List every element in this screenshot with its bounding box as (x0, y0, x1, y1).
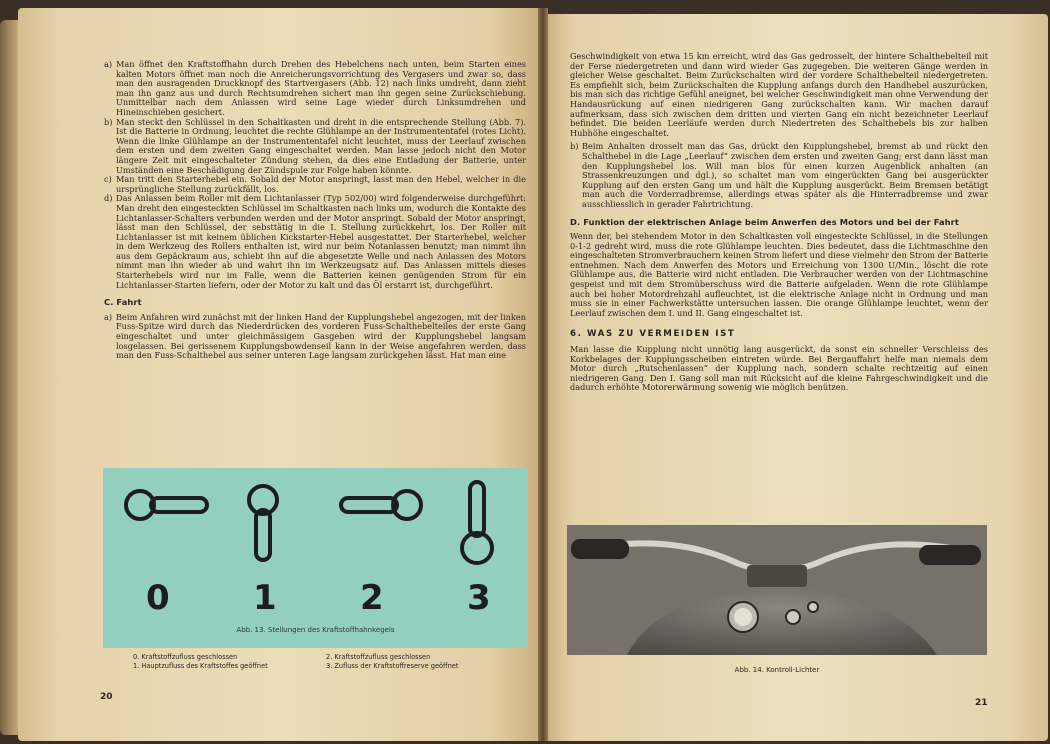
continued-paragraph: Geschwindigkeit von etwa 15 km erreicht, wird das Gas gedrosselt, der hintere Schalthebelteil mit der Ferse niedergetreten und dann wird wieder Gas zugegeben. Die weiteren Gänge werden in gleicher Weise geschaltet. Beim Zurückschalten wird der vordere Schalthebelteil niedergetreten. Es empfiehlt sich, beim Zurückschalten die Kupplung anfangs durch den Handhebel auszurücken, bis man sich das richtige Gefühl aneignet, bei welcher Geschwindigkeit man ohne Verwendung der Handausrückung auf einen niedrigeren Gang zurückschalten kann. Wir machen darauf aufmerksam, dass sich zwischen dem dritten und vierten Gang ein nicht bezeichneter Leerlauf befindet. Die beiden Leerläufe werden durch Niedertreten des Schalthebels bis zur halben Hubhöhe eingeschaltet. (570, 51, 988, 138)
figure-legend-right: 2. Kraftstoffzufluss geschlossen 3. Zufluss der Kraftstoffreserve geöffnet (326, 653, 459, 670)
list-item: d) Das Anlassen beim Roller mit dem Lichtanlasser (Typ 502/00) wird folgenderweise durchgeführt: Man dreht den eingesteckten Schlüssel im Schaltkasten nach links um, wodurch die Kontakte des Lichtanlasser-Schalters verbunden werden und der Motor anspringt. Sobald der Motor anspringt, lässt man den Schlüssel, der sebsttätig in die I. Stellung zurückkehrt, los. Der Roller mit Lichtanlasser ist mit keinem üblichen Kickstarter-Hebel ausgestattet. Der Starterhebel, welcher in dem Werkzeug des Rollers enthalten ist, wird nur beim Notanlassen benutzt; man nimmt ihn aus dem Gepäckraum aus, schiebt ihn auf die abgesetzte Welle und nach Anlassen des Motors nimmt man ihn wieder ab und wahrt ihn im Werkzeugsatz auf. Das Anlassen mittels dieses Starterhebels wird nur im Falle, wenn die Batterien keinen genügenden Strom für ein Lichtanlasser-Starten liefern, oder der Motor zu kalt und das Öl erstarrt ist, durchgeführt. (104, 193, 526, 290)
section-heading-fahrt: C. Fahrt (104, 297, 142, 308)
figure-handlebar-photo (567, 525, 987, 655)
position-number-2: 2 (360, 578, 384, 618)
page-number-right: 21 (975, 698, 988, 708)
list-item: a) Man öffnet den Kraftstoffhahn durch Drehen des Hebelchens nach unten, beim Starten eines kalten Motors öffnet man noch die Anreicherungsvorrichtung des Vergasers und zwar so, dass man den ausragenden Druckknopf des Startvergasers (Abb. 12) nach links umdreht, dann zieht man ihn ganz aus und durch Rechtsumdrehen sichert man ihn gegen seine Zurückschiebung. Unmittelbar nach dem Anlassen wird seine Lage wieder durch Linksumdrehen und Hineinschieben gesichert. (104, 59, 526, 117)
control-light-icon (808, 602, 818, 612)
figure-13-caption: Abb. 13. Stellungen des Kraftstoffhahnkegels (236, 626, 395, 634)
list-item: c) Man tritt den Starterhebel ein. Sobald der Motor anspringt, lasst man den Hebel, welcher in die ursprüngliche Stellung zurückfällt, los. (104, 174, 526, 194)
list-item: a) Beim Anfahren wird zunächst mit der linken Hand der Kupplungshebel angezogen, mit der linken Fuss-Spitze wird durch das Niederdrücken des vorderen Fuss-Schalthebelteiles der erste Gang eingeschaltet und unter gleichmässigem Gasgeben wird der Kupplungshebel langsam losgelassen. Bei gerissenem Kupplungsbowdenseil kann in der Weise angefahren werden, dass man den Fuss-Schalthebel aus seiner unteren Lage langsam zurückgehen lässt. Hat man eine (104, 311, 526, 361)
figure-14-caption: Abb. 14. Kontroll-Lichter (734, 666, 820, 674)
tap-position-3-icon (462, 482, 492, 563)
left-grip-icon (571, 539, 629, 559)
handlebar-illustration (567, 525, 987, 655)
position-number-1: 1 (253, 578, 277, 618)
tap-position-2-icon (341, 491, 421, 519)
avoid-paragraph: Man lasse die Kupplung nicht unnötig lang ausgerückt, da sonst ein schneller Verschleiss des Korkbelages der Kupplungsscheiben eintreten würde. Bei Bergauffahrt helfe man niemals dem Motor durch „Rutschenlassen“ der Kupplung nach, sondern schalte rechtzeitig auf einen niedrigeren Gang. Den I. Gang soll man mit Rücksicht auf die kleine Fahrgeschwindigkeit und die dadurch erhöhte Motorerwärmung sowenig wie möglich benützen. (570, 344, 988, 393)
figure-legend-left: 0. Kraftstoffzufluss geschlossen 1. Hauptzufluss des Kraftstoffes geöffnet (133, 653, 268, 670)
section-heading-avoid: 6. WAS ZU VERMEIDEN IST (570, 329, 736, 340)
page-number-left: 20 (100, 692, 113, 702)
right-text-column (570, 52, 988, 393)
list-item: b) Beim Anhalten drosselt man das Gas, drückt den Kupplungshebel, bremst ab und rückt den Schalthebel in die Lage „Leerlauf“ zwischen dem ersten und zweiten Gang; erst dann lässt man den Kupplungshebel los. Will man blos für einen kurzen Augenblick anhalten (an Strassenkreuzungen und dgl.), so schaltet man vom eingerückten Gang bei ausgerückter Kupplung auf den ersten Gang um und hält die Kupplung ausgerückt. Beim Bremsen betätigt man auch die Vorderradbremse, allerdings etwas später als die Hinterradbremse und zwar ausschliesslich in gerader Fahrtrichtung. (570, 141, 988, 209)
electrical-paragraph: Wenn der, bei stehendem Motor in den Schaltkasten voll eingesteckte Schlüssel, in die Stellungen 0-1-2 gedreht wird, muss die rote Glühlampe leuchten. Dies bedeutet, dass die Lichtmaschine den eingeschalteten Stromverbrauchern keinen Strom liefert und diese vielmehr den Strom der Batterie entnehmen. Nach dem Anwerfen des Motors und Erreichung von 1300 U/Min., löscht die rote Glühlampe aus, die Batterie wird nicht entladen. Die Verbraucher werden von der Lichtmaschine gespeist und mit dem Stromüberschuss wird die Batterie aufgeladen. Wenn die rote Glühlampe auch bei hoher Motordrehzahl aufleuchtet, ist die elektrische Anlage nicht in Ordnung und man muss sie in einer Fachwerkstätte untersuchen lassen. Die orange Glühlampe leuchtet, wenn der Leerlauf zwischen dem I. und II. Gang eingeschaltet ist. (570, 231, 988, 318)
right-grip-icon (919, 545, 981, 565)
position-number-0: 0 (146, 578, 170, 618)
control-light-icon (786, 610, 800, 624)
tap-position-0-icon (126, 491, 207, 519)
left-text-column (104, 60, 526, 361)
position-number-3: 3 (467, 578, 491, 618)
tap-position-1-icon (249, 486, 277, 560)
figure-fuel-tap-positions (103, 468, 528, 648)
list-item: b) Man steckt den Schlüssel in den Schaltkasten und dreht in die entsprechende Stellung (Abb. 7). Ist die Batterie in Ordnung, leuchtet die rechte Glühlampe an der Instrumententafel (rotes Licht). Wenn die linke Glühlampe an der Instrumententafel nicht leuchtet, muss der Leerlauf zwischen dem ersten und dem zweiten Gang eingeschaltet werden. Man lasse jedoch nicht den Motor längere Zeit mit eingeschalteter Zündung stehen, da dies eine Entladung der Batterie, unter Umständen eine Beschädigung der Zündspule zur Folge haben könnte. (104, 116, 526, 175)
section-heading-electrical: D. Funktion der elektrischen Anlage beim Anwerfen des Motors und bei der Fahrt (570, 216, 959, 227)
book-spine (538, 8, 548, 741)
